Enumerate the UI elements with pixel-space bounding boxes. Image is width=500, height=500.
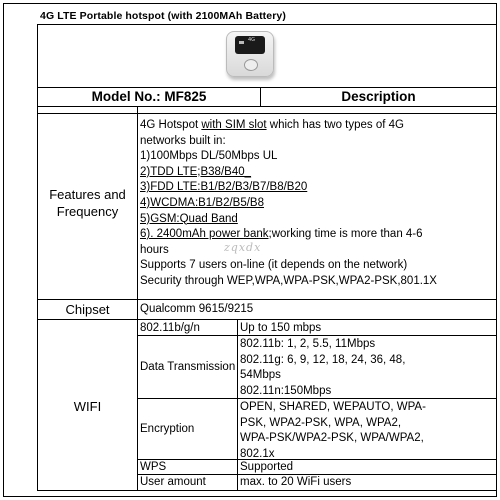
row-divider [37,87,496,88]
page-title: 4G LTE Portable hotspot (with 2100MAh Battery) [40,10,286,22]
data-transmission-value: 802.11b: 1, 2, 5.5, 11Mbps 802.11g: 6, 9, 12, 18, 24, 36, 48, 54Mbps 802.11n:150Mbps [240,338,406,397]
row-divider [37,24,496,25]
features-description: 4G Hotspot with SIM slot which has two types of 4G networks built in: 1)100Mbps DL/50Mbps UL 2)TDD LTE;B38/B40_ 3)FDD LTE:B1/B2/B3/B7/B8/B20 4)WCDMA:B1/B2/B5/B8 5)GSM:Quad Band 6). 2400mAh power bank;working time is more than 4-6 hours Supports 7 users on-line (it depends on the network) Security through WEP,WPA,WPA-PSK,WPA2-PSK,801.1X [140,119,437,287]
wifi-standard-value: Up to 150 mbps [240,322,322,334]
watermark: zqxdx [224,241,262,254]
row-divider [37,106,496,107]
row-divider [37,113,496,114]
column-divider [137,106,138,490]
device-power-button [244,59,258,71]
wifi-label: WIFI [73,399,102,414]
column-divider [237,319,238,490]
row-divider [37,299,496,300]
device-indicator [239,41,244,44]
model-number-header: Model No.: MF825 [91,89,207,104]
description-header: Description [341,89,416,104]
features-label: Features and Frequency [49,187,126,219]
device-logo: 4G [248,37,256,43]
user-amount-value: max. to 20 WiFi users [240,476,352,488]
chipset-label: Chipset [65,302,110,317]
chipset-value: Qualcomm 9615/9215 [140,303,254,315]
wps-label: WPS [140,461,167,473]
row-divider [37,319,496,320]
wifi-standard-label: 802.11b/g/n [140,322,200,334]
data-transmission-label: Data Transmission [140,361,236,373]
user-amount-label: User amount [140,476,206,488]
hotspot-device-image [226,31,274,77]
wps-value: Supported [240,461,294,473]
encryption-label: Encryption [140,423,195,435]
encryption-value: OPEN, SHARED, WEPAUTO, WPA- PSK, WPA2-PSK, WPA, WPA2, WPA-PSK/WPA2-PSK, WPA/WPA2, 802.1x [240,401,426,460]
